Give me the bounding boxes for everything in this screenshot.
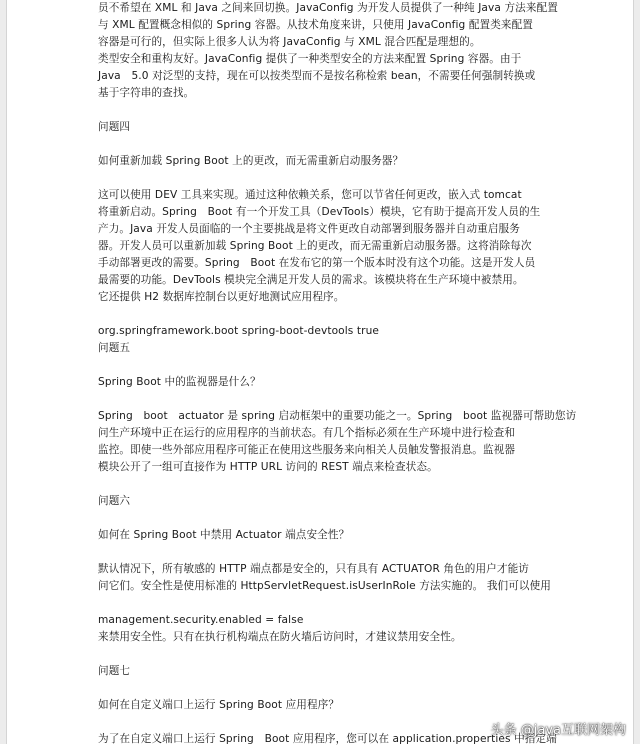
question-heading: 问题七 bbox=[98, 665, 131, 677]
body-text-line: 默认情况下，所有敏感的 HTTP 端点都是安全的，只有具有 ACTUATOR 角色的用户才能访 bbox=[98, 563, 529, 575]
question-heading: 问题五 bbox=[98, 342, 131, 354]
page-frame-right bbox=[633, 0, 640, 744]
blank-line bbox=[98, 476, 548, 493]
body-text-line: 最需要的功能。DevTools 模块完全满足开发人员的需求。该模块将在生产环境中被禁用。 bbox=[98, 274, 524, 286]
body-text-line: 为了在自定义端口上运行 Spring Boot 应用程序，您可以在 application.properties 中指定端 bbox=[98, 733, 557, 745]
body-text-line: 与 XML 配置概念相似的 Spring 容器。从技术角度来讲，只使用 JavaConfig 配置类来配置 bbox=[98, 19, 533, 31]
body-text-line: 来禁用安全性。只有在执行机构端点在防火墙后访问时，才建议禁用安全性。 bbox=[98, 631, 462, 643]
blank-line bbox=[98, 102, 548, 119]
body-text-line: 容器是可行的，但实际上很多人认为将 JavaConfig 与 XML 混合匹配是理想的。 bbox=[98, 36, 481, 48]
code-line: org.springframework.boot spring-boot-devtools true bbox=[98, 325, 380, 337]
body-text-line: 它还提供 H2 数据库控制台以更好地测试应用程序。 bbox=[98, 291, 345, 303]
blank-line bbox=[98, 714, 548, 731]
page-frame-left bbox=[0, 0, 7, 744]
body-text-line: 产力。Java 开发人员面临的一个主要挑战是将文件更改自动部署到服务器并自动重启服务 bbox=[98, 223, 520, 235]
body-text-line: 问它们。安全性是使用标准的 HttpServletRequest.isUserInRole 方法实施的。 我们可以使用 bbox=[98, 580, 551, 592]
question-text: 如何在 Spring Boot 中禁用 Actuator 端点安全性？ bbox=[98, 529, 350, 541]
question-heading: 问题四 bbox=[98, 121, 131, 133]
body-text-line: 将重新启动。Spring Boot 有一个开发工具（DevTools）模块，它有助于提高开发人员的生 bbox=[98, 206, 541, 218]
blank-line bbox=[98, 595, 548, 612]
body-text-line: 手动部署更改的需要。Spring Boot 在发布它的第一个版本时没有这个功能。这是开发人员 bbox=[98, 257, 536, 269]
body-text-line: 这可以使用 DEV 工具来实现。通过这种依赖关系，您可以节省任何更改，嵌入式 tomcat bbox=[98, 189, 522, 201]
question-text: 如何重新加载 Spring Boot 上的更改，而无需重新启动服务器？ bbox=[98, 155, 404, 167]
blank-line bbox=[98, 136, 548, 153]
blank-line bbox=[98, 680, 548, 697]
body-text-line: 类型安全和重构友好。JavaConfig 提供了一种类型安全的方法来配置 Spring 容器。由于 bbox=[98, 53, 522, 65]
watermark: 头条 @java互联网架构 bbox=[490, 723, 626, 738]
blank-line bbox=[98, 357, 548, 374]
body-text-line: Spring boot actuator 是 spring 启动框架中的重要功能之一。Spring boot 监视器可帮助您访 bbox=[98, 410, 577, 422]
blank-line bbox=[98, 646, 548, 663]
blank-line bbox=[98, 306, 548, 323]
question-heading: 问题六 bbox=[98, 495, 131, 507]
body-text-line: 员不希望在 XML 和 Java 之间来回切换。JavaConfig 为开发人员提供了一种纯 Java 方法来配置 bbox=[98, 2, 558, 14]
body-text-line: 监控。即使一些外部应用程序可能正在使用这些服务来向相关人员触发警报消息。监视器 bbox=[98, 444, 516, 456]
blank-line bbox=[98, 510, 548, 527]
code-line: management.security.enabled = false bbox=[98, 614, 304, 626]
body-text-line: 问生产环境中正在运行的应用程序的当前状态。有几个指标必须在生产环境中进行检查和 bbox=[98, 427, 516, 439]
blank-line bbox=[98, 544, 548, 561]
body-text-line: 基于字符串的查找。 bbox=[98, 87, 195, 99]
blank-line bbox=[98, 170, 548, 187]
body-text-line: Java 5.0 对泛型的支持，现在可以按类型而不是按名称检索 bean，不需要任何强制转换或 bbox=[98, 70, 536, 82]
body-text-line: 器。开发人员可以重新加载 Spring Boot 上的更改，而无需重新启动服务器。这将消除每次 bbox=[98, 240, 532, 252]
blank-line bbox=[98, 391, 548, 408]
body-text-line: 模块公开了一组可直接作为 HTTP URL 访问的 REST 端点来检查状态。 bbox=[98, 461, 438, 473]
question-text: Spring Boot 中的监视器是什么？ bbox=[98, 376, 261, 388]
question-text: 如何在自定义端口上运行 Spring Boot 应用程序？ bbox=[98, 699, 340, 711]
